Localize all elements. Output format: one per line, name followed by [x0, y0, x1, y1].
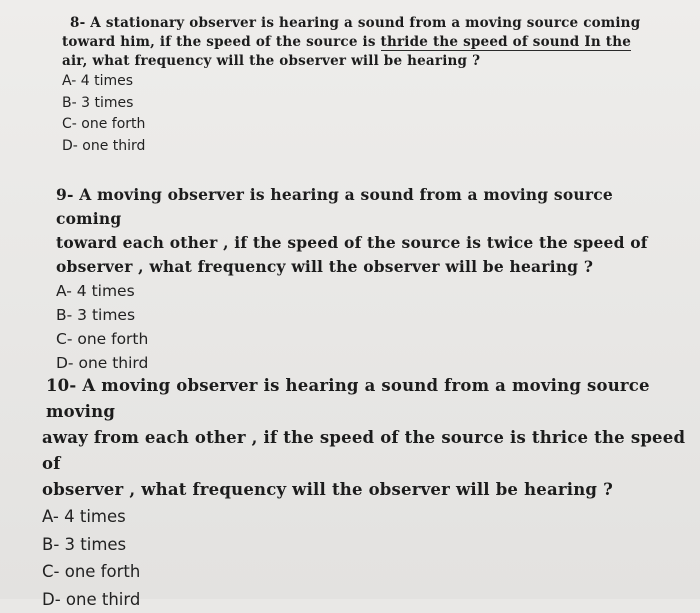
question-9 [56, 183, 676, 375]
question-10-option-c: C- one forth [42, 558, 692, 586]
question-9-option-a: A- 4 times [56, 279, 676, 303]
question-9-line-3: observer , what frequency will the observer will be hearing ? [56, 255, 676, 279]
question-8-option-c: C- one forth [62, 114, 662, 136]
question-8-line-2 [62, 33, 662, 52]
question-9-option-c: C- one forth [56, 327, 676, 351]
question-10-stem [42, 373, 692, 503]
question-8 [62, 14, 662, 157]
question-10-line-2: away from each other , if the speed of the source is thrice the speed of [42, 425, 692, 477]
question-9-option-d: D- one third [56, 351, 676, 375]
question-9-line-1: 9- A moving observer is hearing a sound from a moving source coming [56, 183, 676, 231]
question-10-line-1: 10- A moving observer is hearing a sound from a moving source moving [42, 373, 692, 425]
question-8-stem [62, 14, 662, 71]
question-9-option-b: B- 3 times [56, 303, 676, 327]
question-10-line-3: observer , what frequency will the observer will be hearing ? [42, 477, 692, 503]
question-10-option-d: D- one third [42, 586, 692, 613]
question-9-line-2: toward each other , if the speed of the source is twice the speed of [56, 231, 676, 255]
question-9-stem [56, 183, 676, 279]
question-8-option-b: B- 3 times [62, 93, 662, 115]
question-8-underlined-text: thride the speed of sound In the [381, 34, 631, 51]
question-8-line-2-text: toward him, if the speed of the source is [62, 34, 381, 50]
question-8-line-1: 8- A stationary observer is hearing a sound from a moving source coming [62, 14, 662, 33]
question-8-option-a: A- 4 times [62, 71, 662, 93]
question-8-line-3: air, what frequency will the observer will be hearing ? [62, 52, 662, 71]
question-10-option-b: B- 3 times [42, 531, 692, 559]
question-10 [42, 373, 692, 613]
question-10-option-a: A- 4 times [42, 503, 692, 531]
question-8-option-d: D- one third [62, 136, 662, 158]
